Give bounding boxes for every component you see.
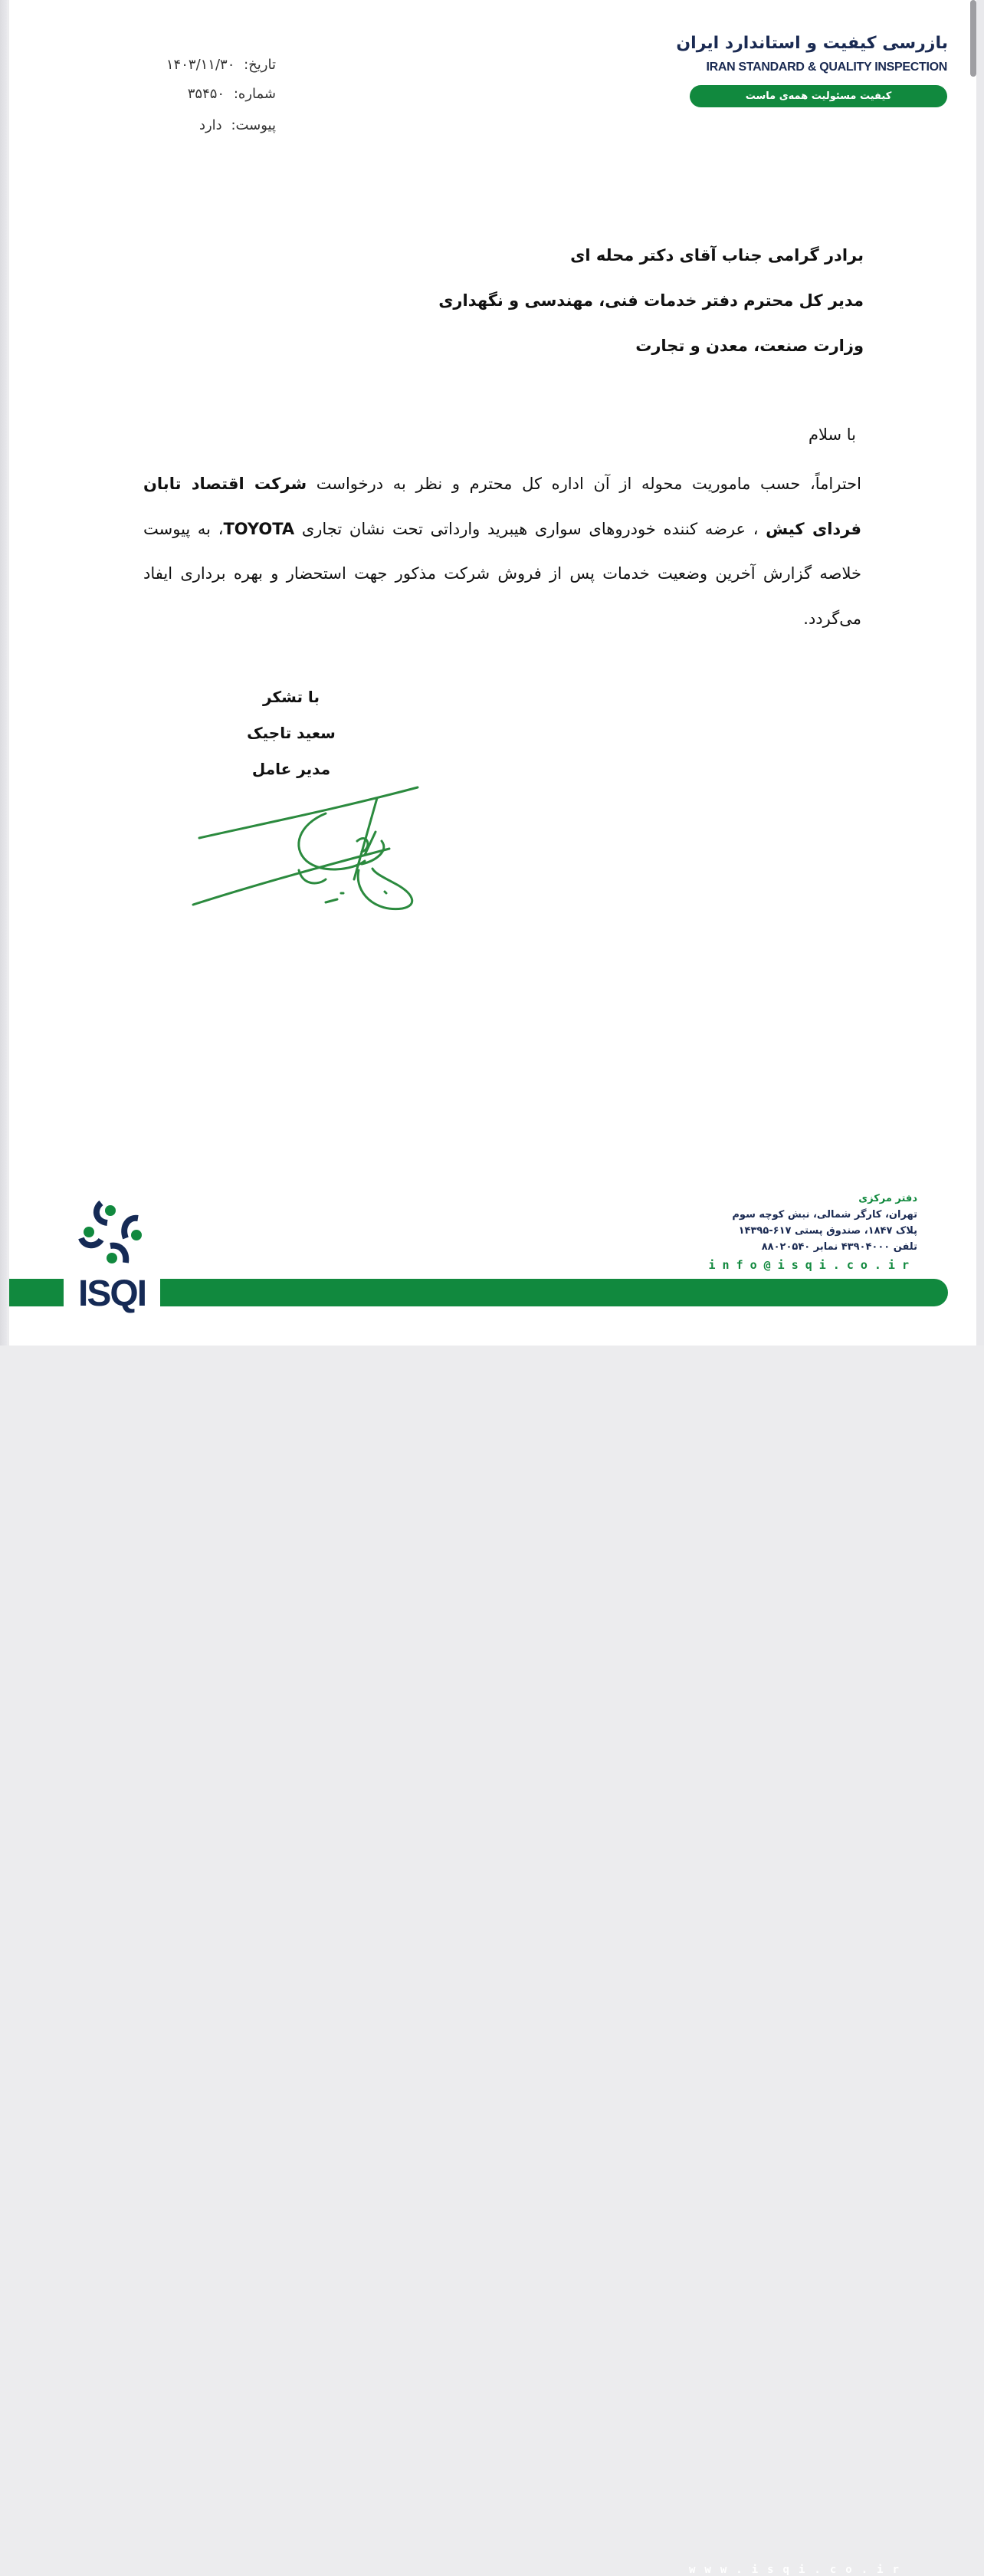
body-part-2: ، عرضه کننده خودروهای سواری هیبرید وارداتی تحت نشان تجاری (294, 519, 766, 538)
greeting: با سلام (808, 426, 856, 444)
letter-page (9, 0, 976, 1346)
number-value: ۳۵۴۵۰ (187, 86, 225, 102)
date-label: تاریخ: (244, 57, 276, 73)
recipient-line-2: مدیر کل محترم دفتر خدمات فنی، مهندسی و نگهداری (438, 291, 864, 310)
brand-name-english: IRAN STANDARD & QUALITY INSPECTION (706, 61, 947, 74)
brand-slogan-pill (690, 85, 947, 107)
brand-slogan: کیفیت مسئولیت همه‌ی ماست (745, 90, 892, 102)
footer-bar-left (9, 1279, 64, 1306)
attachment-value: دارد (198, 117, 222, 133)
number-label: شماره: (233, 86, 276, 102)
footer-phone: تلفن ۴۳۹۰۴۰۰۰ نمابر ۸۸۰۲۰۵۴۰ (761, 1241, 917, 1253)
meta-attachment (199, 117, 276, 133)
date-value: ۱۴۰۳/۱۱/۳۰ (166, 57, 235, 73)
attachment-label: پیوست: (231, 117, 276, 133)
signer-name: سعید تاجیک (247, 724, 336, 742)
letter-body (143, 462, 861, 641)
footer-website: www.isqi.co.ir (688, 2564, 908, 2576)
meta-number (188, 86, 276, 102)
recipient-line-3: وزارت صنعت، معدن و تجارت (635, 337, 864, 355)
body-part-1: احتراماً، حسب ماموریت محوله از آن اداره کل محترم و نظر به درخواست (307, 475, 861, 493)
recipient-line-1: برادر گرامی جناب آقای دکتر محله ای (570, 246, 864, 264)
footer-bar-right (160, 1279, 948, 2576)
closing-thanks: با تشکر (263, 688, 320, 706)
footer-email: info@isqi.co.ir (708, 1258, 916, 1272)
body-brand: TOYOTA (223, 519, 295, 538)
isqi-logo-icon (75, 1200, 149, 1270)
body-part-3: ، به پیوست خلاصه گزارش آخرین وضعیت خدمات پس از فروش شرکت مذکور جهت استحضار و بهره برداری ایفاد می‌گردد. (143, 519, 861, 628)
signer-title: مدیر عامل (251, 760, 331, 778)
scrollbar-track[interactable] (976, 0, 984, 1346)
footer-address-line-2: پلاک ۱۸۴۷، صندوق پستی ۶۱۷-۱۴۳۹۵ (738, 1225, 917, 1237)
footer-office-title: دفتر مرکزی (858, 1193, 917, 1204)
isqi-logo-text: ISQI (78, 1273, 146, 1314)
body-company: شرکت اقتصاد تابان فردای کیش (143, 475, 861, 538)
viewer-left-edge (0, 0, 7, 1346)
scrollbar-thumb[interactable] (970, 0, 976, 77)
brand-name-persian: بازرسی کیفیت و استاندارد ایران (676, 34, 948, 53)
footer-address-line-1: تهران، کارگر شمالی، نبش کوچه سوم (732, 1209, 917, 1221)
handwritten-signature (184, 778, 429, 924)
meta-date (166, 57, 276, 73)
